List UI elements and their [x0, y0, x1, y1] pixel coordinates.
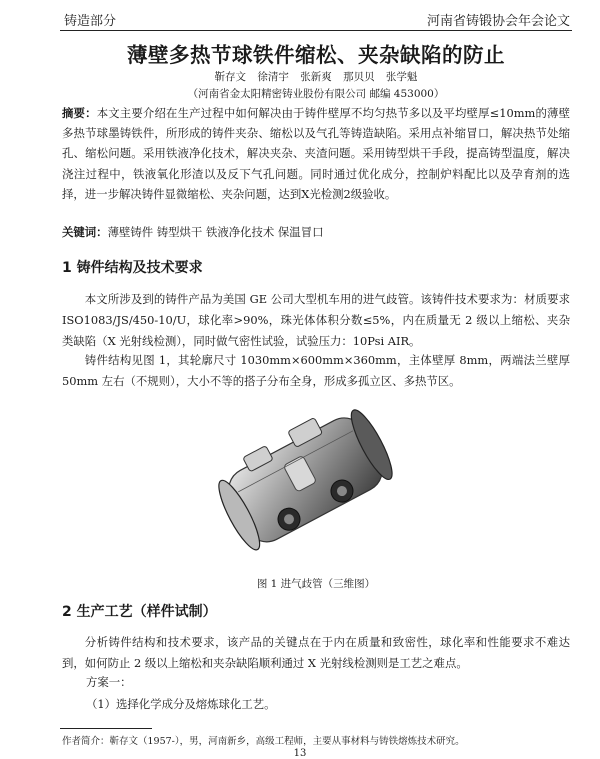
running-header-left: 铸造部分	[64, 14, 117, 29]
paper-title: 薄壁多热节球铁件缩松、夹杂缺陷的防止	[127, 43, 505, 67]
abstract-text: 本文主要介绍在生产过程中如何解决由于铸件壁厚不均匀热节多以及平均壁厚≤10mm的薄壁多热节球墨铸铁件，所形成的铸件夹杂、缩松以及气孔等铸造缺陷。采用点补缩冒口，解决热节处缩孔、缩松问题。采用铁液净化技术，解决夹杂、夹渣问题。采用铸型烘干手段，提高铸型温度，解决浇注过程中，铁液氧化形渣以及反下气孔问题。同时通过优化成分，控制炉料配比以及孕育剂的选择，进一步解决铸件显微缩松、夹杂问题，达到X光检测2级验收。	[62, 106, 570, 201]
section-1-paragraph-2: 铸件结构见图 1，其轮廓尺寸 1030mm×600mm×360mm，主体壁厚 8mm，两端法兰壁厚 50mm 左右（不规则），大小不等的搭子分布全身，形成多孤立区、多热节区。	[62, 353, 570, 388]
keywords	[62, 224, 570, 240]
affiliation: （河南省金太阳精密铸业股份有限公司 邮编 453000）	[187, 88, 445, 100]
abstract	[62, 103, 570, 204]
plan-label: 方案一：	[86, 675, 132, 689]
section-2-paragraph: 分析铸件结构和技术要求，该产品的关键点在于内在质量和致密性，球化率和性能要求不难达到，如何防止 2 级以上缩松和夹杂缺陷顺利通过 X 光射线检测则是工艺之难点。	[62, 635, 570, 670]
abstract-label: 摘要：	[62, 106, 97, 120]
section-1-paragraph-1: 本文所涉及到的铸件产品为美国 GE 公司大型机车用的进气歧管。该铸件技术要求为：材质要求 ISO1083/JS/450-10/U，球化率>90%，珠光体体积分数≤5%，内在质量无 2 级以上缩松、夹杂类缺陷（X 光射线检测），同时做气密性试验，试验压力：10Psi AIR。	[62, 292, 570, 348]
header-rule	[60, 30, 572, 31]
authors: 靳存文 徐清宇 张新爽 那贝贝 张学魁	[214, 71, 418, 83]
intake-manifold-figure	[200, 389, 410, 569]
keywords-label: 关键词：	[62, 225, 108, 239]
footnote-rule	[60, 728, 152, 729]
page-number: 13	[293, 748, 307, 759]
figure-caption: 图 1 进气歧管（三维图）	[256, 578, 376, 590]
section-2-heading: 2 生产工艺（样件试制）	[62, 604, 217, 620]
author-footnote: 作者简介：靳存文（1957-），男，河南新乡，高级工程师，主要从事材料与铸铁熔炼技术研究。	[62, 736, 465, 747]
keywords-text: 薄壁铸件 铸型烘干 铁液净化技术 保温冒口	[107, 225, 324, 239]
plan-step-1: （1）选择化学成分及熔炼球化工艺。	[86, 697, 276, 711]
running-header-right: 河南省铸锻协会年会论文	[426, 14, 570, 29]
section-1-heading: 1 铸件结构及技术要求	[62, 260, 203, 276]
